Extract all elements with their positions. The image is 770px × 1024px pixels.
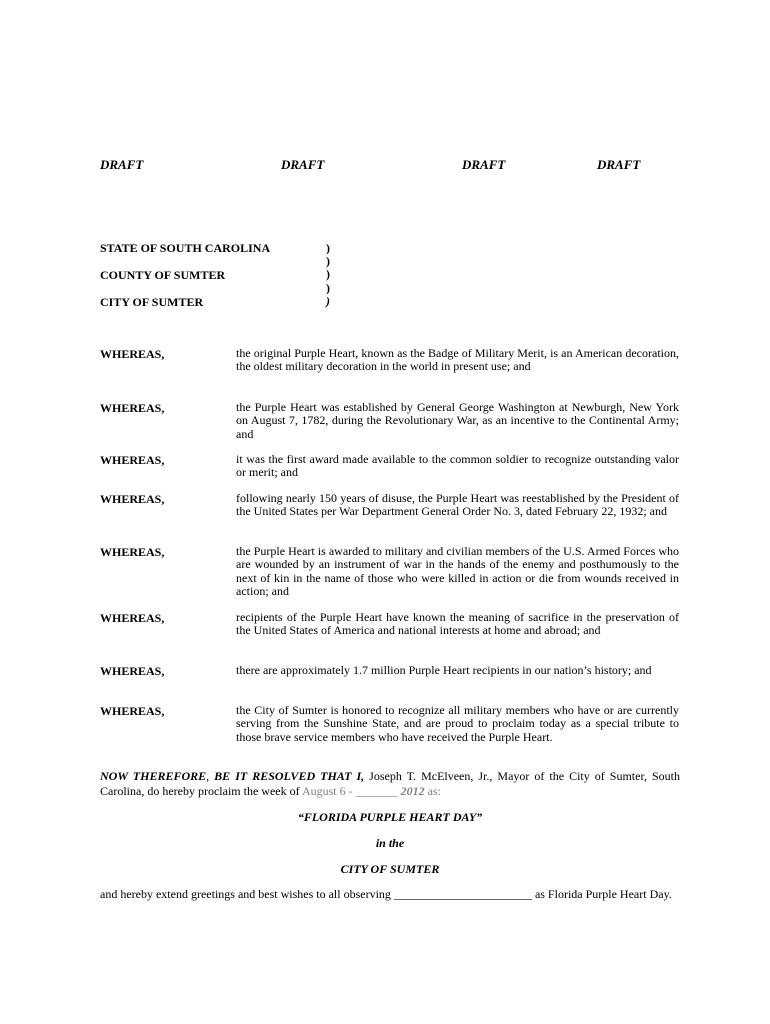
paren-1: ) (326, 241, 330, 255)
closing-paragraph (100, 888, 680, 902)
whereas-label-8: WHEREAS, (100, 704, 165, 718)
resolution-paragraph (100, 769, 680, 798)
proclamation-city: CITY OF SUMTER (340, 862, 440, 876)
city-heading: CITY OF SUMTER (100, 295, 204, 309)
whereas-text-2: the Purple Heart was established by General George Washington at Newburgh, New York on August 7, 1782, during the Revolutionary War, as an incentive to the Continental Army; and (236, 400, 679, 441)
draft-mark-1: DRAFT (100, 157, 144, 172)
whereas-text-8: the City of Sumter is honored to recognize all military members who have or are currently serving from the Sunshine State, and are proud to proclaim today as a special tribute to those brave service members who have received the Purple Heart. (236, 703, 679, 744)
draft-mark-2: DRAFT (281, 157, 325, 172)
closing-text-a: and hereby extend greetings and best wishes to all observing (100, 887, 394, 901)
county-heading: COUNTY OF SUMTER (100, 268, 226, 282)
resolution-lead-a: NOW THEREFORE (100, 769, 207, 783)
resolution-text: Joseph T. McElveen, Jr., Mayor of the City of Sumter, South Carolina, do hereby proclaim the week of (100, 769, 680, 798)
closing-text-b: as Florida Purple Heart Day. (531, 887, 672, 901)
resolution-year: 2012 (397, 783, 425, 798)
whereas-text-4: following nearly 150 years of disuse, the Purple Heart was reestablished by the President of the United States per War Department General Order No. 3, dated February 22, 1932; and (236, 491, 679, 519)
paren-4: ) (326, 280, 330, 295)
whereas-text-6: recipients of the Purple Heart have known the meaning of sacrifice in the preservation of the United States of America and national interests at home and abroad; and (236, 610, 679, 638)
resolution-date-start: August 6 - (301, 783, 356, 798)
whereas-label-4: WHEREAS, (100, 492, 165, 506)
whereas-label-3: WHEREAS, (100, 453, 165, 467)
whereas-label-7: WHEREAS, (100, 664, 165, 678)
whereas-text-7: there are approximately 1.7 million Purple Heart recipients in our nation’s history; and (236, 663, 652, 677)
whereas-label-6: WHEREAS, (100, 611, 165, 625)
whereas-text-5: the Purple Heart is awarded to military and civilian members of the U.S. Armed Forces who are wounded by an instrument of war in the hands of the enemy and posthumously to the next of kin in the name of those who were killed in action or die from wounds received in action; and (236, 544, 679, 599)
resolution-lead-b: BE IT RESOLVED THAT I, (209, 769, 365, 783)
paren-3: ) (326, 267, 330, 282)
state-heading: STATE OF SOUTH CAROLINA (100, 241, 271, 255)
paren-column (326, 242, 330, 308)
proclamation-title: “FLORIDA PURPLE HEART DAY” (297, 810, 483, 824)
whereas-text-3: it was the first award made available to the common soldier to recognize outstanding valor or merit; and (236, 452, 679, 480)
closing-blank: _______________________ (393, 887, 532, 901)
whereas-label-5: WHEREAS, (100, 545, 165, 559)
draft-mark-4: DRAFT (597, 157, 641, 172)
paren-2: ) (326, 254, 330, 269)
resolution-as: as: (424, 783, 441, 798)
proclamation-in-the: in the (375, 836, 405, 850)
whereas-label-2: WHEREAS, (100, 401, 165, 415)
resolution-comma: , (206, 769, 210, 783)
whereas-label-1: WHEREAS, (100, 347, 165, 361)
resolution-date-blank: _______ (355, 783, 398, 798)
paren-5: ) (326, 293, 330, 308)
whereas-text-1: the original Purple Heart, known as the Badge of Military Merit, is an American decoration, the oldest military decoration in the world in present use; and (236, 346, 679, 374)
draft-mark-3: DRAFT (462, 157, 506, 172)
